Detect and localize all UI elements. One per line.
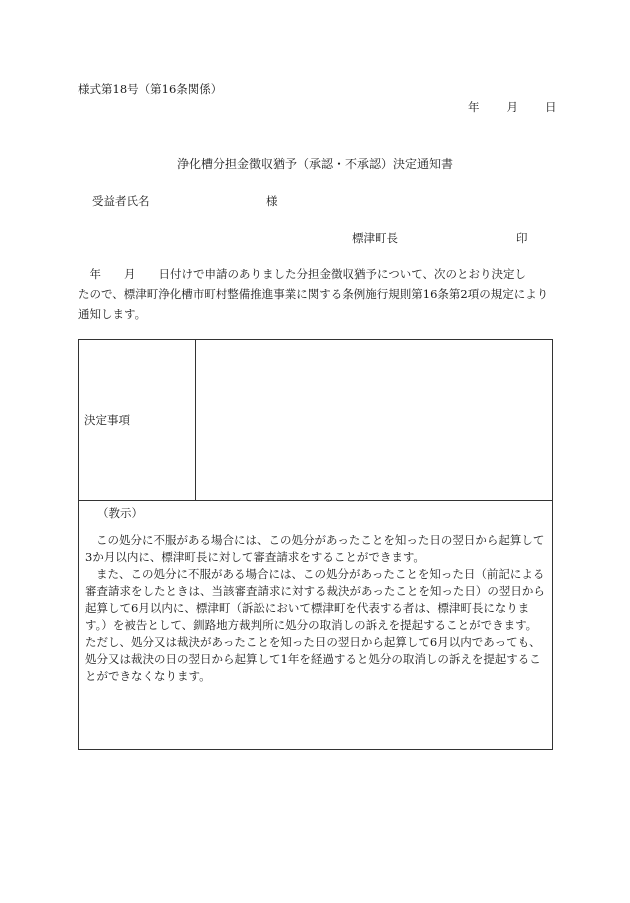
seal-mark: 印 [516, 231, 528, 245]
recipient-honorific: 様 [266, 194, 278, 208]
notice-paragraph-2: また、この処分に不服がある場合には、この処分があったことを知った日（前記による審査請求をしたときは、当該審査請求に対する裁決があったことを知った日）の翌日から起算して6月以内に、標津町（訴訟において標津町を代表する者は、標津町長になります。）を被告として、釧路地方裁判所に処分の取消しの訴えを提起することができます。ただし、処分又は裁決があったことを知った日の翌日から起算して6月以内であっても、処分又は裁決の日の翌日から起算して1年を経過すると処分の取消しの訴えを提起することができなくなります。 [85, 567, 545, 683]
decision-content [196, 340, 553, 501]
body-line-1: 年 月 日付けで申請のありました分担金徴収猶予について、次のとおり決定し [78, 267, 527, 281]
decision-label: 決定事項 [79, 340, 196, 501]
issuer-name: 標津町長 [352, 231, 398, 245]
decision-row [79, 340, 553, 501]
date-day: 日 [545, 100, 557, 114]
document-title: 浄化槽分担金徴収猶予（承認・不承認）決定通知書 [176, 157, 453, 171]
recipient-label: 受益者氏名 [92, 194, 150, 208]
body-line-3: 通知します。 [78, 307, 147, 321]
date-year: 年 [468, 100, 480, 114]
notice-row [79, 501, 553, 750]
date-month: 月 [506, 100, 518, 114]
issuer-line [352, 229, 528, 247]
form-number: 様式第18号（第16条関係） [78, 82, 223, 96]
date-line [468, 98, 557, 116]
body-line-2: たので、標津町浄化槽市町村整備推進事業に関する条例施行規則第16条第2項の規定により [78, 287, 549, 301]
notice-cell [79, 501, 553, 750]
notice-heading: （教示） [97, 506, 143, 520]
body-text [78, 264, 552, 324]
notice-paragraph-1: この処分に不服がある場合には、この処分があったことを知った日の翌日から起算して3か月以内に、標津町長に対して審査請求をすることができます。 [85, 533, 545, 564]
recipient-line [92, 192, 278, 210]
decision-table [78, 339, 553, 750]
